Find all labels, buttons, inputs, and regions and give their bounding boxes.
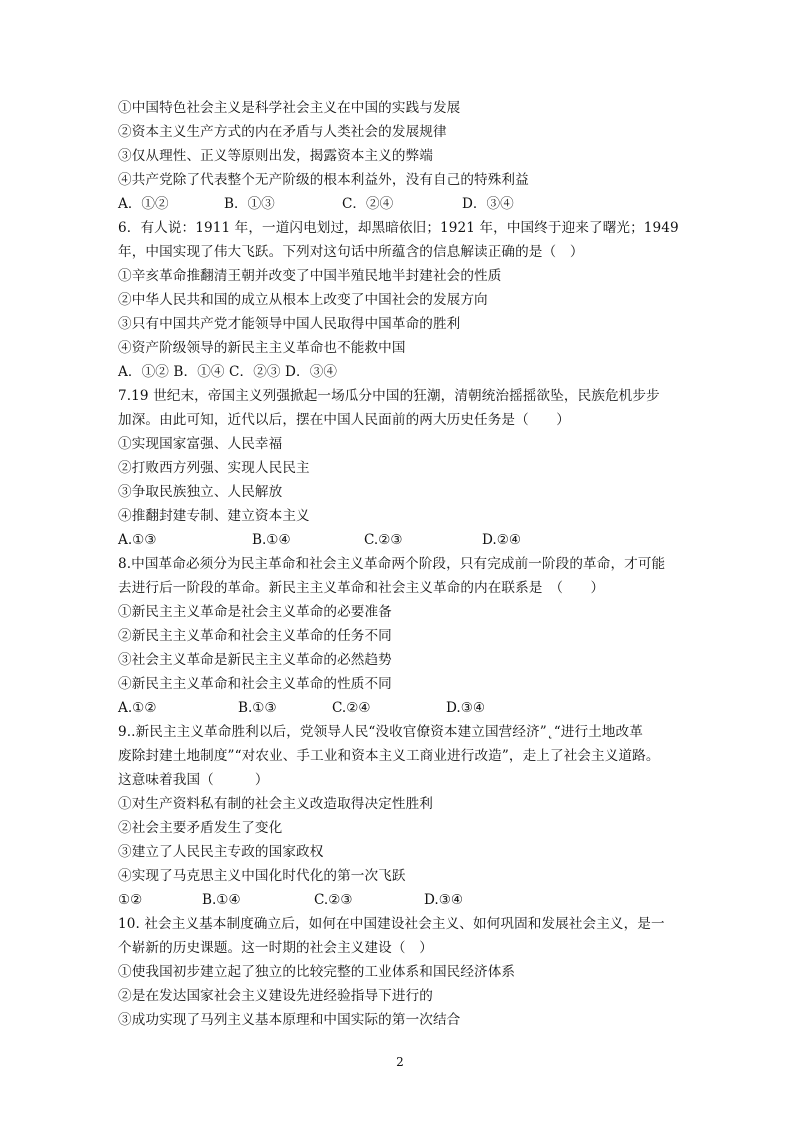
q8-option-d: D.③④ [446,700,486,716]
q8-option-c: C.②④ [332,700,371,716]
q9-option-b: B.①④ [202,892,241,908]
q7-statement-4: ④推翻封建专制、建立资本主义 [118,508,310,524]
question-7-stem: 7.19 世纪末，帝国主义列强掀起一场瓜分中国的狂潮，清朝统治摇摇欲坠，民族危机步步 [118,388,660,404]
q8-option-a: A.①② [118,700,157,716]
q7-statement-3: ③争取民族独立、人民解放 [118,484,283,500]
q6-statement-3: ③只有中国共产党才能领导中国人民取得中国革命的胜利 [118,316,461,332]
question-10-stem-cont: 个崭新的历史课题。这一时期的社会主义建设（ ） [118,940,433,956]
q7-option-c: C.②③ [364,532,403,548]
q9-option-d: D.③④ [424,892,464,908]
q8-option-b: B.①③ [238,700,277,716]
q8-statement-1: ①新民主主义革命是社会主义革命的必要准备 [118,604,392,620]
q7-answer-options [118,530,678,550]
question-10-stem: 10. 社会主义基本制度确立后，如何在中国建设社会主义、如何巩固和发展社会主义，是一 [118,916,665,932]
answer-options [118,194,678,214]
question-8-stem: 8.中国革命必须分为民主革命和社会主义革命两个阶段，只有完成前一阶段的革命，才可能 [118,556,666,572]
option-c: C．②④ [342,196,394,212]
statement-1: ①中国特色社会主义是科学社会主义在中国的实践与发展 [118,100,461,116]
option-b: B．①③ [224,196,275,212]
question-9-stem: 9..新民主主义革命胜利以后，党领导人民“没收官僚资本建立国营经济”˛“进行土地改革 [118,724,643,740]
q7-option-b: B.①④ [252,532,291,548]
statement-3: ③仅从理性、正义等原则出发，揭露资本主义的弊端 [118,148,433,164]
q8-statement-2: ②新民主主义革命和社会主义革命的任务不同 [118,628,392,644]
question-6-stem-cont: 年，中国实现了伟大飞跃。下列对这句话中所蕴含的信息解读正确的是（ ） [118,244,584,260]
q6-statement-1: ①辛亥革命推翻清王朝并改变了中国半殖民地半封建社会的性质 [118,268,502,284]
option-a: A．①② [118,196,169,212]
q6-statement-4: ④资产阶级领导的新民主主义革命也不能救中国 [118,340,406,356]
q7-statement-2: ②打败西方列强、实现人民民主 [118,460,310,476]
q7-option-d: D.②④ [482,532,522,548]
q7-statement-1: ①实现国家富强、人民幸福 [118,436,283,452]
statement-4: ④共产党除了代表整个无产阶级的根本利益外，没有自己的特殊利益 [118,172,529,188]
q6-statement-2: ②中华人民共和国的成立从根本上改变了中国社会的发展方向 [118,292,488,308]
q8-statement-3: ③社会主义革命是新民主主义革命的必然趋势 [118,652,392,668]
statement-2: ②资本主义生产方式的内在矛盾与人类社会的发展规律 [118,124,447,140]
option-d: D．③④ [462,196,514,212]
question-8-stem-cont: 去进行后一阶段的革命。新民主主义革命和社会主义革命的内在联系是 （ ） [118,580,605,596]
page-number: 2 [396,1055,404,1069]
q10-statement-1: ①使我国初步建立起了独立的比较完整的工业体系和国民经济体系 [118,964,516,980]
q9-option-c: C.②③ [314,892,353,908]
question-9-stem-end: 这意味着我国（ ） [118,772,269,788]
q8-statement-4: ④新民主主义革命和社会主义革命的性质不同 [118,676,392,692]
question-9-stem-cont: 废除封建土地制度”“对农业、手工业和资本主义工商业进行改造”，走上了社会主义道路。 [118,748,660,764]
q9-statement-1: ①对生产资料私有制的社会主义改造取得决定性胜利 [118,796,433,812]
q9-statement-3: ③建立了人民民主专政的国家政权 [118,844,324,860]
q8-answer-options [118,698,678,718]
q7-option-a: A.①③ [118,532,157,548]
q9-option-a: ①② [118,892,143,908]
q10-statement-3: ③成功实现了马列主义基本原理和中国实际的第一次结合 [118,1012,461,1028]
q9-statement-4: ④实现了马克思主义中国化时代化的第一次飞跃 [118,868,406,884]
question-6-stem: 6．有人说：1911 年，一道闪电划过，却黑暗依旧；1921 年，中国终于迎来了曙光；1949 [118,220,679,236]
q9-statement-2: ②社会主要矛盾发生了变化 [118,820,283,836]
q10-statement-2: ②是在发达国家社会主义建设先进经验指导下进行的 [118,988,433,1004]
q9-answer-options [118,890,678,910]
q6-answer-options: A．①② B．①④ C．②③ D．③④ [118,364,338,380]
question-7-stem-cont: 加深。由此可知，近代以后，摆在中国人民面前的两大历史任务是（ ） [118,412,570,428]
